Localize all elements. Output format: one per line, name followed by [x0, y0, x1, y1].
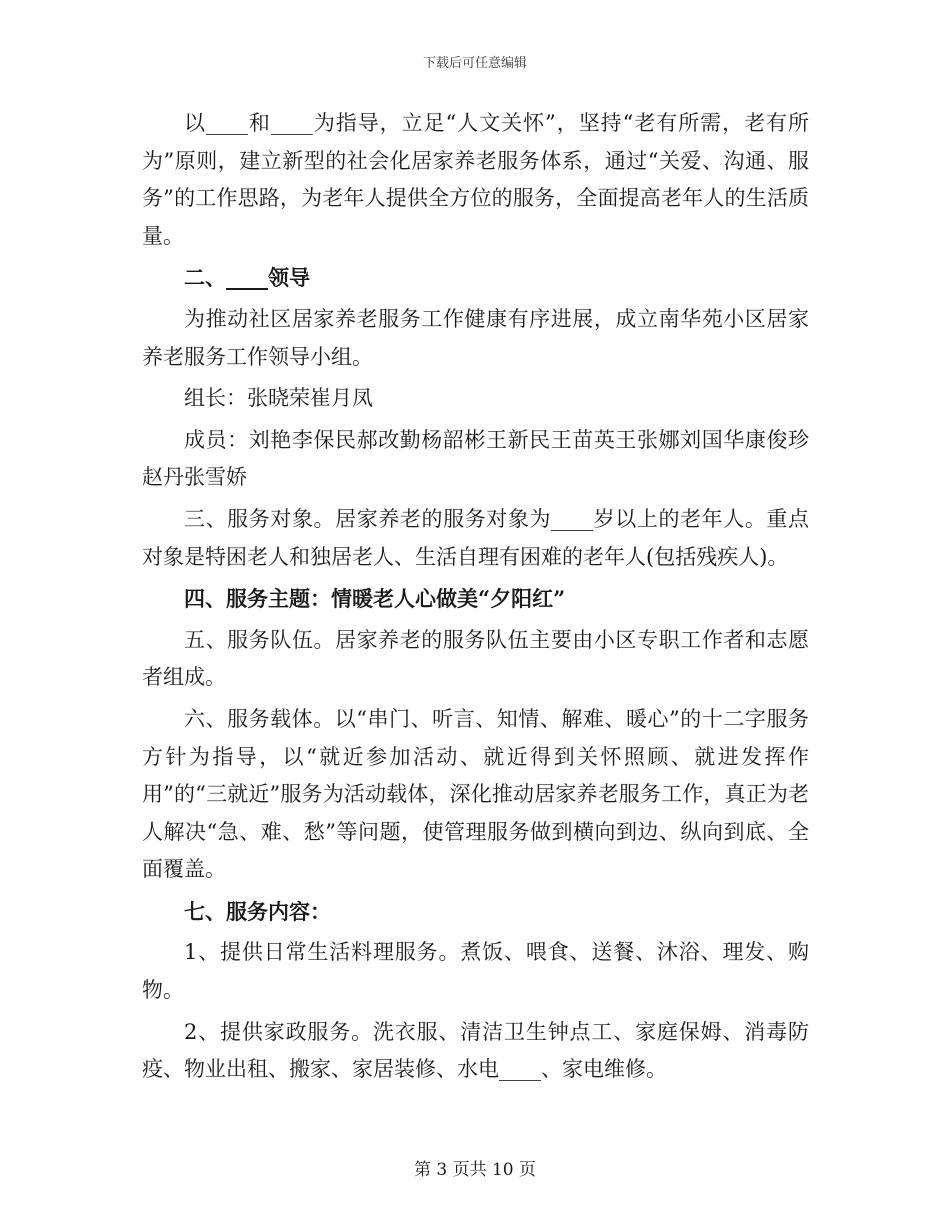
heading-service-theme: 四、服务主题：情暖老人心做美“夕阳红” — [184, 586, 566, 612]
paragraph-daily-care: 1、提供日常生活料理服务。煮饭、喂食、送餐、沐浴、理发、购物。 — [142, 940, 809, 1003]
paragraph-guiding-principle: 以____和____为指导，立足“人文关怀”，坚持“老有所需，老有所为”原则，建立新型的社会化居家养老服务体系，通过“关爱、沟通、服务”的工作思路，为老年人提供全方位的服务，全面提高老年人的生活质量。 — [142, 111, 809, 248]
paragraph-service-carrier: 六、服务载体。以“串门、听言、知情、解难、暖心”的十二字服务方针为指导，以“就近参加活动、就近得到关怀照顾、就进发挥作用”的“三就近”服务为活动载体，深化推动居家养老服务工作，真正为老人解决“急、难、愁”等问题，使管理服务做到横向到边、纵向到底、全面覆盖。 — [142, 706, 809, 882]
paragraph-leadership-group: 为推动社区居家养老服务工作健康有序进展，成立南华苑小区居家养老服务工作领导小组。 — [142, 306, 809, 369]
heading-leadership: 二、____领导 — [184, 265, 310, 291]
paragraph-service-target: 三、服务对象。居家养老的服务对象为____岁以上的老年人。重点对象是特困老人和独居老人、生活自理有困难的老年人(包括残疾人)。 — [142, 506, 809, 569]
page-footer: 第 3 页共 10 页 — [413, 1160, 537, 1180]
page-header: 下载后可任意编辑 — [422, 56, 527, 71]
paragraph-housekeeping: 2、提供家政服务。洗衣服、清洁卫生钟点工、家庭保姆、消毒防疫、物业出租、搬家、家居装修、水电____、家电维修。 — [142, 1019, 809, 1082]
paragraph-service-team: 五、服务队伍。居家养老的服务队伍主要由小区专职工作者和志愿者组成。 — [142, 627, 809, 690]
heading-service-content: 七、服务内容： — [184, 898, 331, 924]
document-body — [142, 105, 809, 1089]
paragraph-group-leader: 组长：张晓荣崔月凤 — [184, 386, 373, 411]
paragraph-group-members: 成员：刘艳李保民郝改勤杨韶彬王新民王苗英王张娜刘国华康俊珍赵丹张雪娇 — [142, 427, 809, 490]
